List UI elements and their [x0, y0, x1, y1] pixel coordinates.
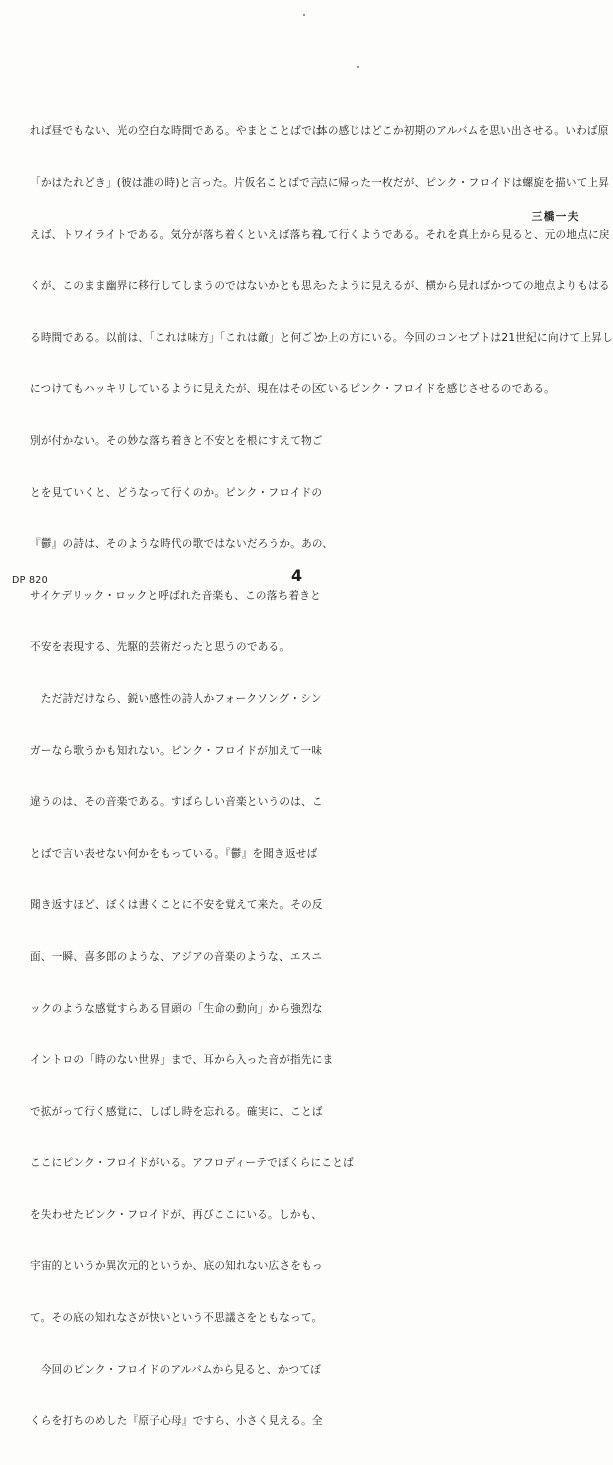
text-line: イントロの「時のない世界」まで、耳から入った音が指先にま: [30, 1054, 334, 1067]
text-line: 「かはたれどき」(彼は誰の時)と言った。片仮名ことばで言: [30, 177, 321, 189]
text-line: とばで言い表せない何かをもっている。『鬱』を聞き返せば: [30, 847, 318, 860]
text-line: 聞き返すほど、ぼくは書くことに不安を覚えて来た。その反: [30, 899, 323, 912]
text-line: サイケデリック・ロックと呼ばれた音楽も、この落ち着きと: [30, 589, 321, 602]
text-line: 宇宙的というか異次元的というか、底の知れない広さをもっ: [30, 1260, 323, 1273]
text-line: 違うのは、その音楽である。すばらしい音楽というのは、こ: [30, 796, 323, 809]
author-signature: 三橋一夫: [531, 211, 580, 223]
text-line: ックのような感覚すらある冒頭の「生命の動向」から強烈な: [30, 1002, 323, 1015]
print-speck: [357, 66, 359, 68]
text-line: 不安を表現する、先駆的芸術だったと思うのである。: [30, 641, 291, 654]
text-line: れば昼でもない、光の空白な時間である。やまとことばでは: [30, 125, 323, 138]
text-line: ているピンク・フロイドを感じさせるのである。: [317, 383, 556, 396]
body-text-right-column: [317, 89, 613, 433]
text-line: 点に帰った一枚だが、ピンク・フロイドは螺旋を描いて上昇: [317, 177, 610, 189]
text-line: て。その底の知れなさが快いという不思議さをともなって。: [30, 1312, 323, 1325]
print-speck: [303, 14, 305, 16]
text-line: とを見ていくと、どうなって行くのか。ピンク・フロイドの: [30, 486, 323, 499]
text-line: ここにピンク・フロイドがいる。アフロディーテでぼくらにことば: [30, 1157, 354, 1170]
text-line: 別が付かない。その妙な落ち着きと不安とを根にすえて物ご: [30, 434, 323, 447]
text-line: して行くようである。それを真上から見ると、元の地点に戻: [317, 228, 610, 241]
text-line: で拡がって行く感覚に、しばし時を忘れる。確実に、ことば: [30, 1105, 323, 1118]
catalog-number: DP 820: [12, 575, 48, 586]
text-line: ガーなら歌うかも知れない。ピンク・フロイドが加えて一味: [30, 744, 323, 757]
text-line: くが、このまま幽界に移行してしまうのではないかとも思え: [30, 280, 323, 293]
text-line: ただ詩だけなら、鋭い感性の詩人かフォークソング・シン: [30, 692, 322, 705]
page-number: 4: [291, 566, 303, 585]
text-line: 面、一瞬、喜多郎のような、アジアの音楽のような、エスニ: [30, 950, 323, 963]
text-line: くらを打ちのめした『原子心母』ですら、小さく見える。全: [30, 1415, 323, 1428]
text-line: ったように見えるが、横から見ればかつての地点よりもはる: [317, 280, 610, 293]
text-line: 体の感じはどこか初期のアルバムを思い出させる。いわば原: [317, 125, 609, 138]
text-line: えば、トワイライトである。気分が落ち着くといえば落ち着: [30, 228, 323, 241]
body-text-left-column: [30, 89, 354, 1465]
text-line: る時間である。以前は、「これは味方」「これは敵」と何ごと: [30, 331, 324, 344]
text-line: 今回のピンク・フロイドのアルバムから見ると、かつてぼ: [30, 1363, 322, 1376]
text-line: を失わせたピンク・フロイドが、再びここにいる。しかも、: [30, 1208, 323, 1221]
text-line: か上の方にいる。今回のコンセプトは21世紀に向けて上昇し: [317, 331, 613, 344]
text-line: 『鬱』の詩は、そのような時代の歌ではないだろうか。あの、: [30, 538, 334, 551]
text-line: につけてもハッキリしているように見えたが、現在はその区: [30, 383, 323, 396]
